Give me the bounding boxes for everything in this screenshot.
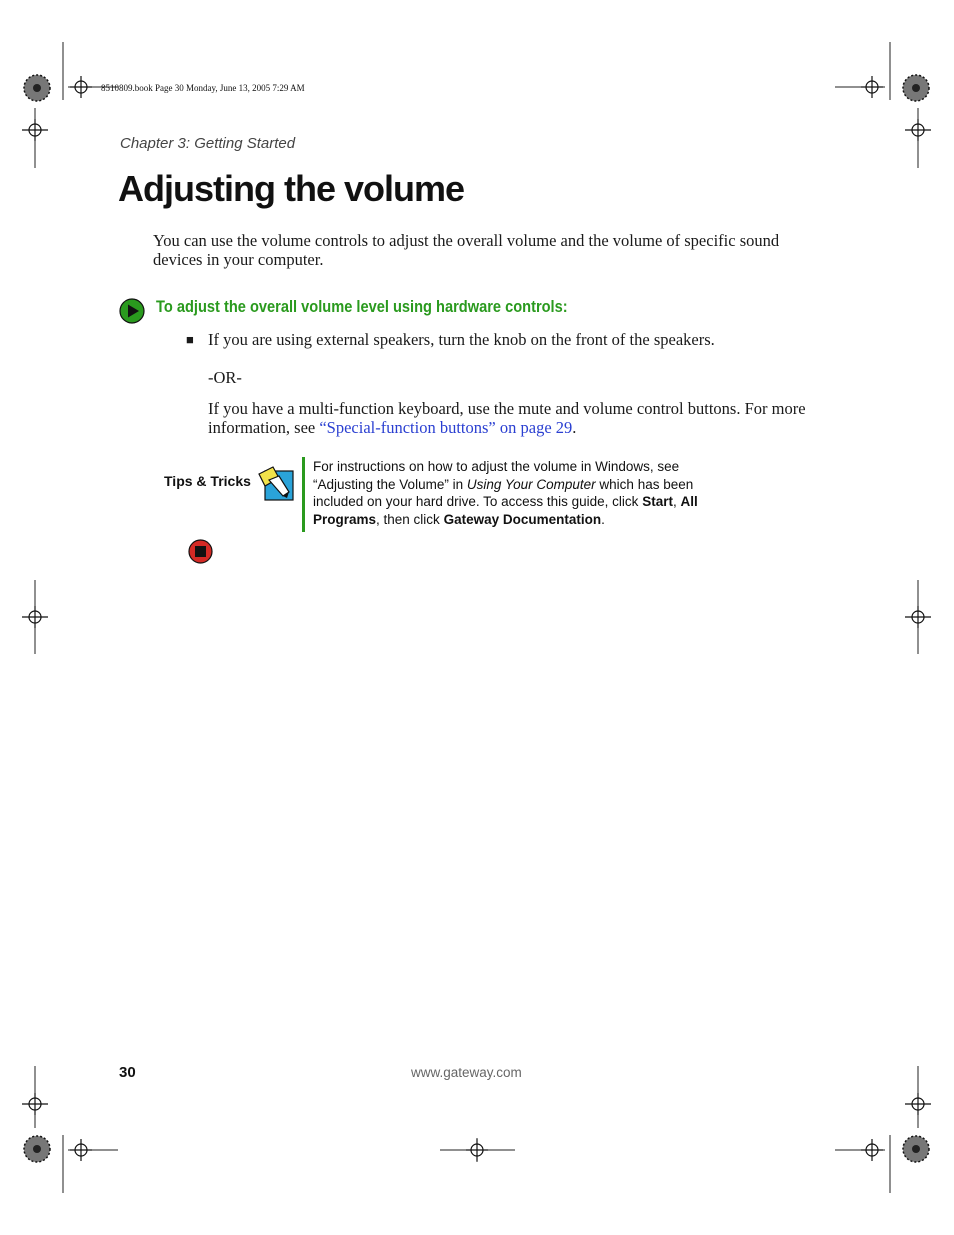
tips-gateway-documentation-label: Gateway Documentation — [443, 511, 602, 527]
tips-all-programs-label: All Programs — [313, 494, 698, 527]
footer-url: www.gateway.com — [411, 1065, 522, 1080]
procedure-heading: To adjust the overall volume level using hardware controls: — [156, 297, 568, 316]
page-title: Adjusting the volume — [118, 168, 465, 209]
tips-book-title: Using Your Computer — [466, 476, 596, 492]
bullet-glyph: ■ — [186, 332, 194, 347]
or-separator: -OR- — [208, 368, 242, 387]
tips-then: , then click — [376, 511, 444, 527]
green-play-arrow-icon — [119, 298, 145, 324]
tips-and-tricks-label: Tips & Tricks — [164, 473, 251, 489]
step-speakers: If you are using external speakers, turn the knob on the front of the speakers. — [208, 330, 715, 349]
red-stop-icon — [188, 539, 213, 564]
step-keyboard — [208, 399, 818, 437]
tips-text-part2: which has been included on your hard drive. To access this guide, click — [313, 476, 694, 509]
tips-start-label: Start — [642, 494, 673, 509]
tips-text — [313, 458, 723, 528]
page-number: 30 — [119, 1064, 136, 1081]
print-slug: 8510809.book Page 30 Monday, June 13, 2005 7:29 AM — [101, 83, 305, 93]
tips-end: . — [601, 511, 605, 527]
intro-paragraph: You can use the volume controls to adjust the overall volume and the volume of specific sound devices in your computer. — [153, 231, 780, 269]
running-head: Chapter 3: Getting Started — [120, 135, 296, 152]
tips-text-part1: For instructions on how to adjust the volume in Windows, see “Adjusting the Volume” in — [313, 459, 680, 492]
tips-pencil-icon — [257, 464, 295, 502]
step-keyboard-text: If you have a multi-function keyboard, use the mute and volume control buttons. For more information, see — [208, 399, 806, 437]
step-keyboard-end: . — [572, 418, 577, 437]
tips-divider — [302, 457, 305, 532]
tips-comma: , — [672, 494, 681, 509]
special-function-buttons-link[interactable]: “Special-function buttons” on page 29 — [319, 418, 573, 437]
